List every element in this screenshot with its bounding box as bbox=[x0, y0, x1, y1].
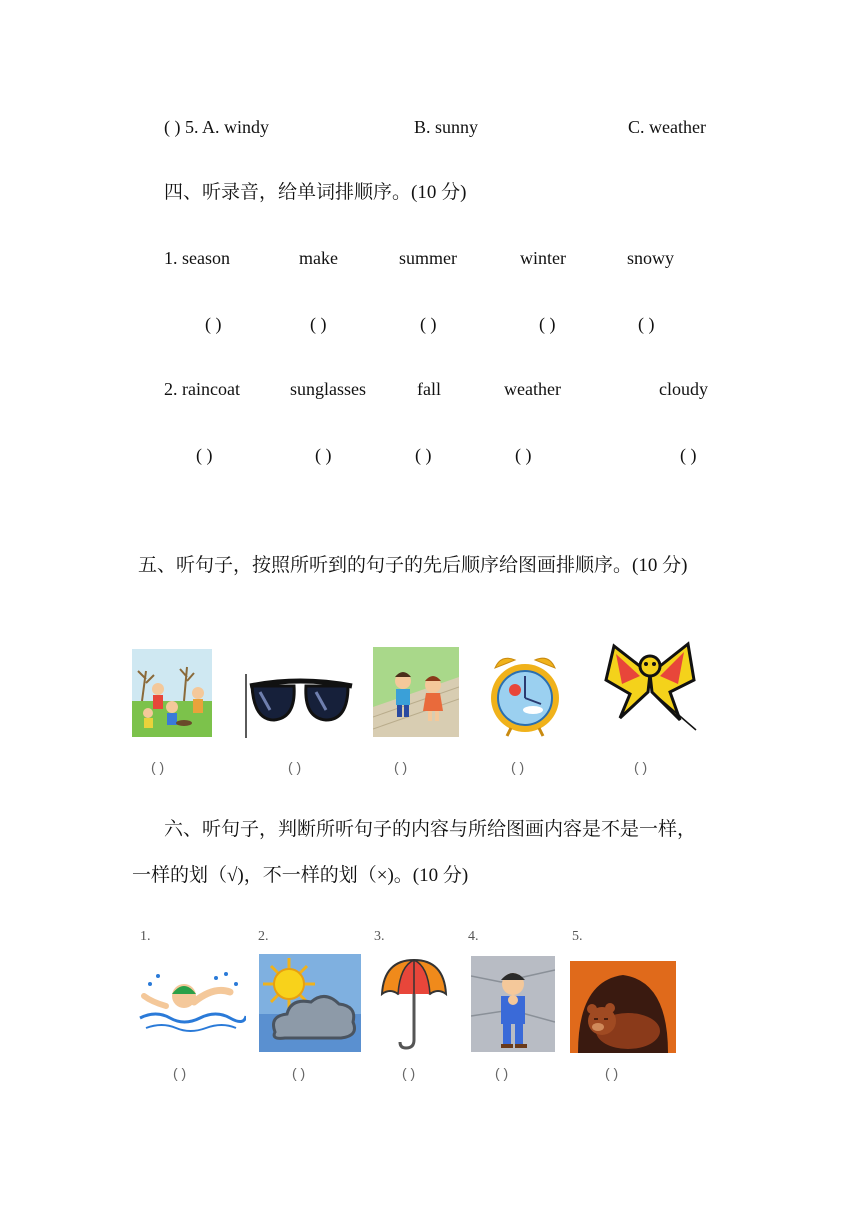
children-walking-icon bbox=[373, 647, 459, 737]
s6-number-2: 2. bbox=[258, 929, 269, 944]
s4-row1-word-2: make bbox=[299, 248, 338, 268]
s4-row1-blank-4[interactable]: ( ) bbox=[539, 314, 556, 334]
s4-row1-word-4: winter bbox=[520, 248, 566, 268]
s4-row2-word-1: 2. raincoat bbox=[164, 379, 240, 399]
s4-row2-blank-1[interactable]: ( ) bbox=[196, 445, 213, 465]
kite-icon bbox=[600, 640, 700, 732]
s5-blank-1[interactable]: ( ) bbox=[151, 759, 165, 775]
s6-blank-5[interactable]: ( ) bbox=[605, 1065, 619, 1081]
s5-blank-3[interactable]: ( ) bbox=[394, 759, 408, 775]
s4-row2-word-3: fall bbox=[417, 379, 441, 399]
s4-row1-blank-5[interactable]: ( ) bbox=[638, 314, 655, 334]
children-planting-trees-icon bbox=[132, 649, 212, 737]
s6-number-3: 3. bbox=[374, 929, 385, 944]
s4-row2-blank-5[interactable]: ( ) bbox=[680, 445, 697, 465]
s4-row2-blank-2[interactable]: ( ) bbox=[315, 445, 332, 465]
section6-heading-line1: 六、听句子，判断所听句子的内容与所给图画内容是不是一样， bbox=[164, 819, 697, 840]
section6-heading-line2: 一样的划（√)，不一样的划（×)。(10 分) bbox=[132, 865, 469, 886]
s5-blank-4[interactable]: ( ) bbox=[511, 759, 525, 775]
s6-number-5: 5. bbox=[572, 929, 583, 944]
s4-row1-blank-2[interactable]: ( ) bbox=[310, 314, 327, 334]
s4-row1-word-1: 1. season bbox=[164, 248, 230, 268]
s6-blank-1[interactable]: ( ) bbox=[173, 1065, 187, 1081]
s6-number-1: 1. bbox=[140, 929, 151, 944]
s5-blank-5[interactable]: ( ) bbox=[634, 759, 648, 775]
s4-row1-blank-3[interactable]: ( ) bbox=[420, 314, 437, 334]
section4-heading: 四、听录音，给单词排顺序。(10 分) bbox=[164, 182, 467, 203]
s4-row2-blank-3[interactable]: ( ) bbox=[415, 445, 432, 465]
s4-row2-word-5: cloudy bbox=[659, 379, 708, 399]
s5-blank-2[interactable]: ( ) bbox=[288, 759, 302, 775]
boy-in-cold-icon bbox=[471, 956, 555, 1052]
s4-row1-word-5: snowy bbox=[627, 248, 675, 268]
s4-row2-blank-4[interactable]: ( ) bbox=[515, 445, 532, 465]
s4-row2-word-4: weather bbox=[504, 379, 561, 399]
s4-row2-word-2: sunglasses bbox=[290, 379, 366, 399]
s4-row1-word-3: summer bbox=[399, 248, 457, 268]
umbrella-icon bbox=[378, 956, 450, 1052]
bear-sleeping-icon bbox=[570, 961, 676, 1053]
q5-option-b: B. sunny bbox=[414, 117, 479, 137]
sun-behind-cloud-icon bbox=[259, 954, 361, 1052]
s6-blank-2[interactable]: ( ) bbox=[292, 1065, 306, 1081]
q5-option-a: ( ) 5. A. windy bbox=[164, 117, 269, 137]
sunglasses-icon bbox=[244, 674, 356, 738]
s6-number-4: 4. bbox=[468, 929, 479, 944]
s4-row1-blank-1[interactable]: ( ) bbox=[205, 314, 222, 334]
s6-blank-3[interactable]: ( ) bbox=[402, 1065, 416, 1081]
s6-blank-4[interactable]: ( ) bbox=[495, 1065, 509, 1081]
section5-heading: 五、听句子，按照所听到的句子的先后顺序给图画排顺序。(10 分) bbox=[138, 555, 688, 576]
q5-option-c: C. weather bbox=[628, 117, 706, 137]
alarm-clock-icon bbox=[487, 652, 563, 738]
swimmer-icon bbox=[136, 966, 246, 1046]
